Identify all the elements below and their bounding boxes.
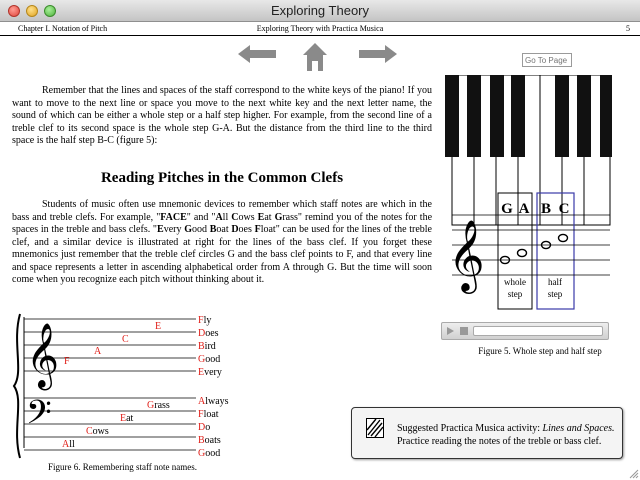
treble-clef-icon: 𝄞: [26, 323, 60, 388]
bass-space-word: All: [62, 439, 75, 450]
note-a: [518, 249, 527, 256]
bass-clef-icon: 𝄢: [26, 394, 52, 440]
brace: [14, 314, 20, 458]
bass-line-word: Do: [198, 422, 211, 433]
figure-5-caption: Figure 5. Whole step and half step: [478, 346, 602, 356]
window-title-bar[interactable]: [0, 0, 640, 22]
bass-line-word: Always: [198, 396, 229, 407]
treble-clef-icon: 𝄞: [448, 218, 485, 291]
half-step-label: step: [547, 289, 563, 299]
key-label: G: [501, 201, 513, 217]
bass-line-word: Good: [198, 448, 221, 459]
book-title: Exploring Theory with Practica Musica: [256, 24, 384, 33]
figure-5-notes: [501, 234, 568, 263]
treble-space-note: C: [122, 334, 129, 345]
treble-line-word: Fly: [198, 315, 212, 326]
mnemonic-paragraph: Students of music often use mnemonic devices to remember which staff notes are which in the bass and treble clefs. For example, "FACE" and "All Cows Eat Grass" remind you of the notes for the spaces in the treble and bass clefs. "Every Good Boat Does Float" can be used for the lines of the treble clef, and a similar device is illustrated at right for the lines of the bass clef. If you forget these mnemonics just remember that the treble clef circles G and the bass clef points to F, and that every line and space represents a letter in ascending alphabetical order from A through G. But the time will soon come when you recognize each pitch without thinking about it.: [12, 199, 433, 285]
bass-line-word: Boats: [198, 435, 221, 446]
whole-step-label: whole: [504, 277, 526, 287]
treble-space-note: A: [94, 346, 102, 357]
home-icon: [303, 43, 327, 71]
note-c: [559, 234, 568, 241]
resize-grip-icon[interactable]: [628, 468, 639, 479]
suggested-activity-box[interactable]: [351, 407, 623, 459]
treble-line-word: Every: [198, 367, 222, 378]
treble-line-word: Good: [198, 354, 221, 365]
bass-space-word: Cows: [86, 426, 109, 437]
treble-line-word: Bird: [198, 341, 216, 352]
whole-step-label: step: [507, 289, 523, 299]
back-button[interactable]: [238, 45, 276, 68]
go-to-page-input[interactable]: [522, 53, 572, 67]
half-step-label: half: [548, 277, 562, 287]
chapter-title: Chapter I. Notation of Pitch: [18, 24, 108, 33]
stop-button[interactable]: [460, 327, 468, 335]
key-label: B: [540, 201, 552, 217]
figure-6-grand-staff: [12, 312, 242, 460]
bass-space-word: Eat: [120, 413, 134, 424]
play-button[interactable]: [447, 327, 454, 335]
activity-name: Lines and Spaces.: [542, 423, 615, 434]
home-button[interactable]: [303, 43, 327, 76]
bass-line-word: Float: [198, 409, 219, 420]
treble-space-note: F: [64, 356, 70, 367]
intro-paragraph: [12, 85, 432, 148]
figure-6-caption: Figure 6. Remembering staff note names.: [47, 462, 198, 472]
intro-paragraph-text: Remember that the lines and spaces of the staff correspond to the white keys of the piano! If you want to move to the next line or space you move to the next white key and the next letter name, the sound of which can be either a whole step or a half step higher. For example, from the second line of a treble clef to its second space is the whole step G-A. But the distance from the third line to the third space is the half step B-C (figure 5):: [12, 85, 432, 146]
practica-musica-icon: [366, 418, 384, 438]
right-arrow-icon: [359, 45, 397, 63]
key-label: C: [558, 201, 570, 217]
left-arrow-icon: [238, 45, 276, 63]
forward-button[interactable]: [359, 45, 397, 68]
audio-progress-track[interactable]: [473, 326, 603, 336]
window-title: Exploring Theory: [270, 3, 370, 18]
treble-space-note: E: [155, 321, 162, 332]
treble-line-word: Does: [198, 328, 219, 339]
activity-text: Suggested Practica Musica activity: Lines and Spaces. Practice reading the notes of the treble or bass clef.: [397, 423, 615, 447]
running-header: [0, 22, 640, 36]
key-label: A: [518, 201, 530, 217]
bass-space-word: Grass: [147, 400, 170, 411]
section-heading: Reading Pitches in the Common Clefs: [100, 170, 344, 186]
audio-player: [441, 322, 609, 340]
figure-5-piano-staff: [440, 75, 612, 313]
page-number: 5: [626, 24, 630, 33]
